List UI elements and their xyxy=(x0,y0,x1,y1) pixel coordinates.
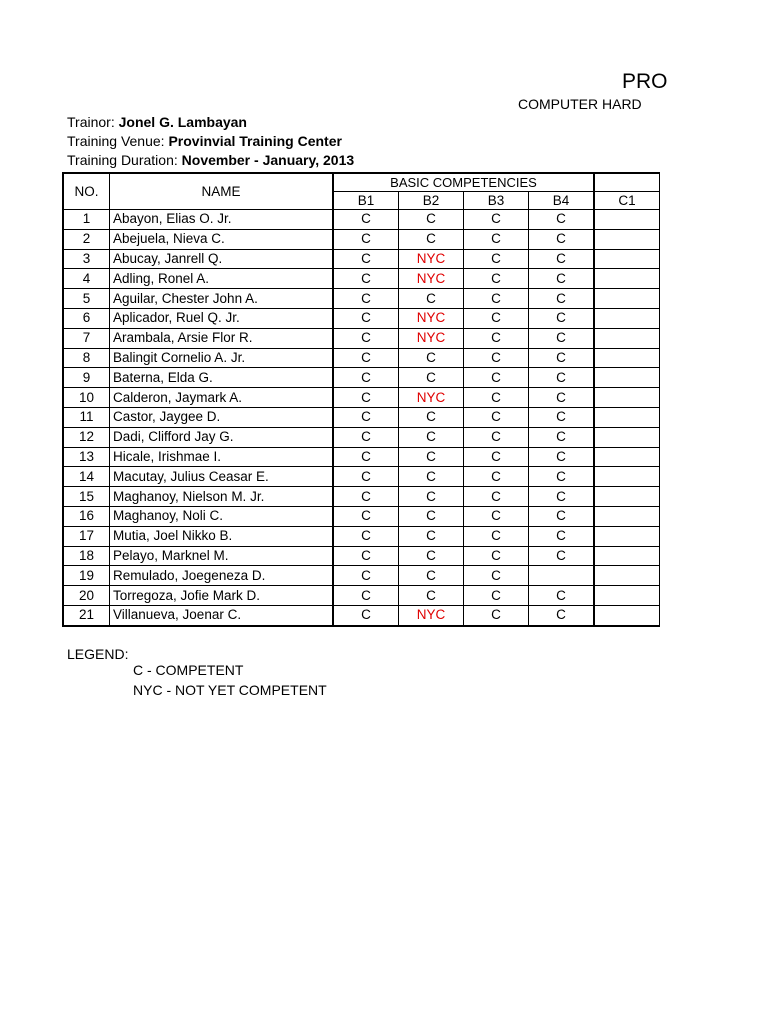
student-name: Pelayo, Marknel M. xyxy=(110,546,334,566)
cell-b3: C xyxy=(464,289,529,309)
col-header-b1: B1 xyxy=(333,192,399,210)
cell-c1 xyxy=(594,605,660,625)
student-name: Adling, Ronel A. xyxy=(110,269,334,289)
row-number: 19 xyxy=(63,566,110,586)
cell-b1: C xyxy=(333,210,399,230)
cell-b2: C xyxy=(399,526,464,546)
row-number: 13 xyxy=(63,447,110,467)
venue-label: Training Venue: xyxy=(67,133,169,149)
cell-b3: C xyxy=(464,210,529,230)
cell-b4: C xyxy=(529,308,595,328)
cell-b2: C xyxy=(399,566,464,586)
row-number: 12 xyxy=(63,427,110,447)
cell-c1 xyxy=(594,566,660,586)
col-header-core-group xyxy=(594,173,660,192)
cell-b3: C xyxy=(464,487,529,507)
trainor-value: Jonel G. Lambayan xyxy=(118,114,247,130)
cell-b4: C xyxy=(529,210,595,230)
cell-b4: C xyxy=(529,546,595,566)
table-row xyxy=(63,506,660,526)
cell-b1: C xyxy=(333,388,399,408)
cell-b2: C xyxy=(399,210,464,230)
cell-b3: C xyxy=(464,566,529,586)
cell-b3: C xyxy=(464,269,529,289)
cell-b2: C xyxy=(399,407,464,427)
cell-c1 xyxy=(594,269,660,289)
cell-b3: C xyxy=(464,368,529,388)
table-row xyxy=(63,388,660,408)
table-row xyxy=(63,407,660,427)
cell-b1: C xyxy=(333,269,399,289)
cell-b3: C xyxy=(464,447,529,467)
legend-not-yet-competent: NYC - NOT YET COMPETENT xyxy=(133,682,327,698)
row-number: 16 xyxy=(63,506,110,526)
cell-b1: C xyxy=(333,328,399,348)
row-number: 5 xyxy=(63,289,110,309)
table-row xyxy=(63,487,660,507)
cell-b1: C xyxy=(333,605,399,625)
cell-b4 xyxy=(529,566,595,586)
competency-table xyxy=(62,172,660,627)
cell-b2: C xyxy=(399,506,464,526)
student-name: Aguilar, Chester John A. xyxy=(110,289,334,309)
cell-c1 xyxy=(594,249,660,269)
cell-b2: NYC xyxy=(399,249,464,269)
cell-b2: C xyxy=(399,289,464,309)
table-row xyxy=(63,229,660,249)
student-name: Maghanoy, Nielson M. Jr. xyxy=(110,487,334,507)
duration-value: November - January, 2013 xyxy=(181,152,355,168)
cell-b1: C xyxy=(333,249,399,269)
cell-b2: NYC xyxy=(399,308,464,328)
student-name: Torregoza, Jofie Mark D. xyxy=(110,586,334,606)
cell-c1 xyxy=(594,348,660,368)
cell-b4: C xyxy=(529,388,595,408)
table-row xyxy=(63,546,660,566)
cell-c1 xyxy=(594,546,660,566)
cell-c1 xyxy=(594,368,660,388)
cell-b4: C xyxy=(529,229,595,249)
student-name: Villanueva, Joenar C. xyxy=(110,605,334,625)
venue-line xyxy=(67,133,342,149)
row-number: 10 xyxy=(63,388,110,408)
table-row xyxy=(63,447,660,467)
col-header-b3: B3 xyxy=(464,192,529,210)
cell-c1 xyxy=(594,210,660,230)
cell-c1 xyxy=(594,447,660,467)
cell-b2: NYC xyxy=(399,269,464,289)
student-name: Hicale, Irishmae I. xyxy=(110,447,334,467)
cell-b1: C xyxy=(333,368,399,388)
cell-b2: C xyxy=(399,229,464,249)
table-row xyxy=(63,348,660,368)
cell-c1 xyxy=(594,289,660,309)
cell-b4: C xyxy=(529,467,595,487)
cell-b1: C xyxy=(333,447,399,467)
student-name: Macutay, Julius Ceasar E. xyxy=(110,467,334,487)
cell-b1: C xyxy=(333,566,399,586)
table-row xyxy=(63,289,660,309)
row-number: 15 xyxy=(63,487,110,507)
col-header-no: NO. xyxy=(63,173,110,210)
student-name: Mutia, Joel Nikko B. xyxy=(110,526,334,546)
cell-b2: C xyxy=(399,487,464,507)
table-row xyxy=(63,526,660,546)
student-name: Castor, Jaygee D. xyxy=(110,407,334,427)
cell-b3: C xyxy=(464,308,529,328)
student-name: Arambala, Arsie Flor R. xyxy=(110,328,334,348)
table-row xyxy=(63,566,660,586)
cell-b4: C xyxy=(529,249,595,269)
student-name: Abayon, Elias O. Jr. xyxy=(110,210,334,230)
col-header-basic-competencies: BASIC COMPETENCIES xyxy=(333,173,594,192)
cell-b3: C xyxy=(464,229,529,249)
student-name: Maghanoy, Noli C. xyxy=(110,506,334,526)
row-number: 17 xyxy=(63,526,110,546)
table-row xyxy=(63,586,660,606)
cell-b3: C xyxy=(464,328,529,348)
row-number: 8 xyxy=(63,348,110,368)
cell-b4: C xyxy=(529,328,595,348)
cell-b3: C xyxy=(464,526,529,546)
cell-b1: C xyxy=(333,546,399,566)
row-number: 6 xyxy=(63,308,110,328)
cell-c1 xyxy=(594,586,660,606)
cell-c1 xyxy=(594,467,660,487)
cell-b3: C xyxy=(464,249,529,269)
cell-b2: C xyxy=(399,447,464,467)
cell-c1 xyxy=(594,427,660,447)
cell-c1 xyxy=(594,308,660,328)
cell-b2: C xyxy=(399,467,464,487)
student-name: Abucay, Janrell Q. xyxy=(110,249,334,269)
cell-b1: C xyxy=(333,586,399,606)
row-number: 20 xyxy=(63,586,110,606)
trainor-line xyxy=(67,114,247,130)
cell-b4: C xyxy=(529,487,595,507)
cell-b1: C xyxy=(333,467,399,487)
cell-c1 xyxy=(594,526,660,546)
cell-b3: C xyxy=(464,348,529,368)
cell-b3: C xyxy=(464,407,529,427)
cell-b4: C xyxy=(529,368,595,388)
cell-b4: C xyxy=(529,506,595,526)
cell-c1 xyxy=(594,506,660,526)
cell-b2: C xyxy=(399,427,464,447)
col-header-b2: B2 xyxy=(399,192,464,210)
col-header-b4: B4 xyxy=(529,192,595,210)
student-name: Abejuela, Nieva C. xyxy=(110,229,334,249)
row-number: 3 xyxy=(63,249,110,269)
cell-c1 xyxy=(594,229,660,249)
row-number: 2 xyxy=(63,229,110,249)
table-row xyxy=(63,605,660,625)
row-number: 14 xyxy=(63,467,110,487)
cell-c1 xyxy=(594,487,660,507)
row-number: 9 xyxy=(63,368,110,388)
table-row xyxy=(63,328,660,348)
cell-b1: C xyxy=(333,407,399,427)
row-number: 21 xyxy=(63,605,110,625)
legend-competent: C - COMPETENT xyxy=(133,662,244,678)
row-number: 4 xyxy=(63,269,110,289)
page-subtitle: COMPUTER HARD xyxy=(518,96,642,112)
cell-b1: C xyxy=(333,427,399,447)
table-row xyxy=(63,210,660,230)
cell-b1: C xyxy=(333,487,399,507)
cell-b4: C xyxy=(529,447,595,467)
student-name: Balingit Cornelio A. Jr. xyxy=(110,348,334,368)
cell-c1 xyxy=(594,407,660,427)
table-row xyxy=(63,467,660,487)
page-title: PRO xyxy=(622,70,668,93)
cell-b2: NYC xyxy=(399,605,464,625)
row-number: 18 xyxy=(63,546,110,566)
legend-title: LEGEND: xyxy=(67,646,129,662)
cell-b4: C xyxy=(529,269,595,289)
cell-b2: NYC xyxy=(399,388,464,408)
student-name: Baterna, Elda G. xyxy=(110,368,334,388)
table-row xyxy=(63,427,660,447)
trainor-label: Trainor: xyxy=(67,114,119,130)
cell-b4: C xyxy=(529,348,595,368)
cell-b2: C xyxy=(399,586,464,606)
cell-b4: C xyxy=(529,526,595,546)
cell-c1 xyxy=(594,388,660,408)
cell-b2: C xyxy=(399,348,464,368)
student-name: Aplicador, Ruel Q. Jr. xyxy=(110,308,334,328)
row-number: 11 xyxy=(63,407,110,427)
cell-b1: C xyxy=(333,308,399,328)
col-header-name: NAME xyxy=(110,173,334,210)
cell-b3: C xyxy=(464,388,529,408)
cell-b4: C xyxy=(529,586,595,606)
table-row xyxy=(63,368,660,388)
table-row xyxy=(63,308,660,328)
cell-b1: C xyxy=(333,506,399,526)
cell-b4: C xyxy=(529,605,595,625)
table-body xyxy=(63,210,660,626)
student-name: Dadi, Clifford Jay G. xyxy=(110,427,334,447)
cell-c1 xyxy=(594,328,660,348)
cell-b2: C xyxy=(399,368,464,388)
col-header-c1: C1 xyxy=(594,192,660,210)
student-name: Calderon, Jaymark A. xyxy=(110,388,334,408)
student-name: Remulado, Joegeneza D. xyxy=(110,566,334,586)
cell-b3: C xyxy=(464,586,529,606)
cell-b3: C xyxy=(464,605,529,625)
cell-b1: C xyxy=(333,289,399,309)
duration-label: Training Duration: xyxy=(67,152,182,168)
cell-b1: C xyxy=(333,348,399,368)
cell-b4: C xyxy=(529,407,595,427)
cell-b3: C xyxy=(464,546,529,566)
cell-b3: C xyxy=(464,427,529,447)
cell-b1: C xyxy=(333,229,399,249)
table-row xyxy=(63,269,660,289)
cell-b3: C xyxy=(464,467,529,487)
duration-line xyxy=(67,152,354,168)
row-number: 1 xyxy=(63,210,110,230)
cell-b3: C xyxy=(464,506,529,526)
venue-value: Provinvial Training Center xyxy=(168,133,342,149)
row-number: 7 xyxy=(63,328,110,348)
cell-b4: C xyxy=(529,427,595,447)
cell-b2: C xyxy=(399,546,464,566)
cell-b4: C xyxy=(529,289,595,309)
cell-b1: C xyxy=(333,526,399,546)
cell-b2: NYC xyxy=(399,328,464,348)
table-row xyxy=(63,249,660,269)
